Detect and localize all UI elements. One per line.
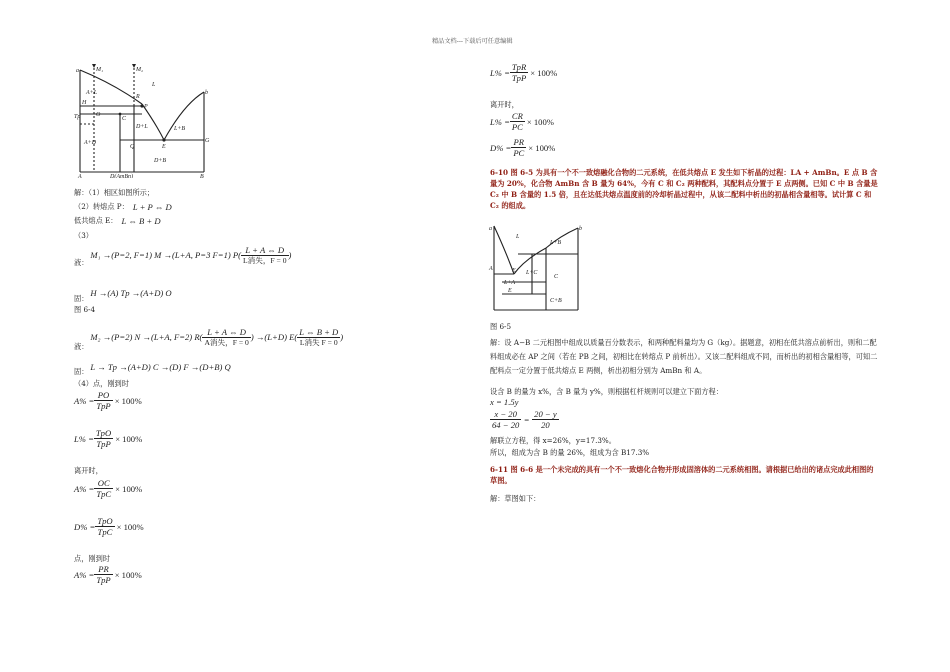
solid-label: 固： xyxy=(74,294,89,303)
eq-den: PC xyxy=(511,122,523,132)
m1-close-paren: ) xyxy=(288,250,292,260)
svg-text:A: A xyxy=(78,174,82,178)
item2-equation: L + P ⇔ D xyxy=(132,202,172,212)
svg-text:a: a xyxy=(76,68,79,74)
phase-diagram-6-5 xyxy=(488,222,584,314)
svg-text:L+A: L+A xyxy=(504,280,516,286)
svg-text:H: H xyxy=(82,100,87,106)
eq-den: TpP xyxy=(511,73,527,83)
eq-num: PO xyxy=(94,390,112,401)
item4-label: （4）点，刚到时 xyxy=(74,379,129,388)
eq-a-percent-1 xyxy=(74,390,142,411)
eq-den: TpC xyxy=(97,527,113,537)
eq-num: TpO xyxy=(95,428,112,438)
eq-lhs: A% = xyxy=(74,569,95,580)
item2-label: （2）转熔点 P： xyxy=(74,202,129,211)
eq-lever-rule xyxy=(490,409,559,430)
eq-num: CR xyxy=(511,111,523,121)
svg-text:Q: Q xyxy=(130,144,135,150)
m2-brace-bottom: A消失，F = 0 xyxy=(204,337,249,347)
svg-text:C: C xyxy=(122,116,127,122)
eq-num: TpR xyxy=(511,62,527,72)
eq-l-percent-top xyxy=(490,62,557,83)
item3-label: （3） xyxy=(74,231,93,240)
eq-num: OC xyxy=(94,478,113,489)
eq-den: TpP xyxy=(96,439,111,449)
eq-lhs: A% = xyxy=(74,483,95,494)
svg-text:R: R xyxy=(136,94,140,100)
eq-d-percent-2 xyxy=(74,516,144,537)
eq-x-relation: x = 1.5y xyxy=(490,397,519,407)
eq-num: PR xyxy=(94,564,112,575)
m1-liquid-path xyxy=(74,242,291,268)
m2-brace2-top: L ⇔ B + D xyxy=(299,326,339,337)
svg-text:B: B xyxy=(200,174,204,178)
liquid-label-2: 液： xyxy=(74,342,89,351)
solution-6-10: 解：设 A−B 二元相图中组成以质量百分数表示，和两种配料量均为 G（kg）。据题意，初相在低共溶点前析出，则和二配料组成必在 AP 之间（若在 PB 之间，初相比在转熔点 P 前析出）。又该二配料组成不同，而析出的初相含量相等，可知二配料点一定分置于低共熔点 E 两侧，析出初相分别为 AmBn 和 A。 xyxy=(490,338,878,375)
svg-text:b: b xyxy=(579,226,582,232)
m2-brace2-bottom: L消失 F = 0 xyxy=(299,337,338,347)
lever-num2: 20 − y xyxy=(534,409,557,419)
eq-l-percent-cr xyxy=(490,111,554,132)
eq-lhs: L% = xyxy=(74,433,94,444)
figure-6-4 xyxy=(74,64,212,178)
eq-den: PC xyxy=(513,148,525,158)
m1-brace-top: L + A ⇔ D xyxy=(241,245,289,256)
solve-line: 解联立方程，得 x=26%，y=17.3%。 xyxy=(490,436,616,445)
svg-text:G: G xyxy=(205,138,210,144)
eq-num: PR xyxy=(511,137,526,148)
eq-a-percent-2 xyxy=(74,478,142,499)
liquid-label: 液： xyxy=(74,258,89,267)
svg-text:E: E xyxy=(512,268,516,274)
lever-num1: x − 20 xyxy=(490,409,521,420)
fig-ref-6-4: 图 6-4 xyxy=(74,305,96,314)
m2-brace-top: L + A ⇔ D xyxy=(202,327,250,338)
m2-close-paren: ) xyxy=(340,332,344,342)
eq-unit: × 100% xyxy=(115,483,143,494)
h-solid-path xyxy=(74,282,172,304)
m2-brace xyxy=(202,327,250,348)
eq-unit: × 100% xyxy=(116,521,144,532)
eq-unit: × 100% xyxy=(528,142,556,153)
leave-label-right: 离开时， xyxy=(490,100,519,109)
set-variables: 设含 B 的量为 x%，含 B 量为 y%，则根据杠杆规则可以建立下面方程： xyxy=(490,387,723,396)
result-line: 所以，组成为含 B 的量 26%，组成为含 B17.3% xyxy=(490,448,650,457)
eq-den: TpC xyxy=(96,489,112,499)
eq-lhs: D% = xyxy=(74,521,96,532)
svg-text:Tp: Tp xyxy=(74,114,81,120)
eutectic-label: 低共熔点 E： xyxy=(74,216,118,225)
h-path: H →(A) Tp →(A+D) O xyxy=(90,288,172,298)
svg-text:L+B: L+B xyxy=(550,240,562,246)
svg-text:A+D: A+D xyxy=(84,140,97,146)
lever-equals: = xyxy=(524,414,530,425)
svg-text:L: L xyxy=(152,82,156,88)
svg-text:D+B: D+B xyxy=(154,158,167,164)
svg-text:a: a xyxy=(489,226,492,232)
problem-6-11: 6-11 图 6-6 是一个未完成的具有一个不一致熔化合物并形成固溶体的二元系统相图。请根据已给出的诸点完成此相图的草图。 xyxy=(490,465,874,485)
fig-ref-6-5: 图 6-5 xyxy=(490,322,512,331)
svg-text:A: A xyxy=(489,266,493,272)
solution-6-11: 解：草图如下： xyxy=(490,494,541,503)
m2-path2: ) →(L+D) E( xyxy=(250,332,298,342)
solid-path2: L → Tp →(A+D) C →(D) F →(D+B) Q xyxy=(90,362,231,372)
phase-diagram-6-4 xyxy=(74,64,212,178)
svg-text:M₁: M₁ xyxy=(96,67,104,73)
svg-text:P: P xyxy=(144,104,148,110)
eq-unit: × 100% xyxy=(114,395,142,406)
svg-text:C+B: C+B xyxy=(550,298,562,304)
eq-lhs: D% = xyxy=(490,142,512,153)
svg-text:D(AmBn): D(AmBn) xyxy=(110,174,133,178)
arrive-label: 点，刚到时 xyxy=(74,554,110,563)
svg-text:L: L xyxy=(516,234,520,240)
figure-6-5 xyxy=(488,222,584,314)
eutectic-equation: L ⇔ B + D xyxy=(121,216,161,226)
eq-unit: × 100% xyxy=(526,116,554,127)
solution-intro: 解：（1）相区如图所示； xyxy=(74,188,155,197)
eq-a-percent-3 xyxy=(74,564,142,585)
page-header: 精品文档---下载后可任意编辑 xyxy=(432,38,513,45)
m1-path: M₁ →(P=2, F=1) M →(L+A, P=3 F=1) P( xyxy=(90,250,241,260)
eq-den: TpP xyxy=(96,575,111,585)
leave-label-left: 离开时， xyxy=(74,466,103,475)
svg-text:E: E xyxy=(162,144,166,150)
svg-text:O: O xyxy=(96,112,101,118)
svg-text:E: E xyxy=(508,288,512,294)
m1-brace xyxy=(241,245,289,266)
m2-brace2 xyxy=(297,327,340,348)
svg-text:b: b xyxy=(205,90,208,96)
m1-brace-bottom: L消失，F = 0 xyxy=(243,255,287,265)
svg-text:C: C xyxy=(554,274,559,280)
m2-solid-path xyxy=(74,357,231,377)
problem-6-10: 6-10 图 6-5 为具有一个不一致熔融化合物的二元系统，在低共熔点 E 发生如下析晶的过程：LA + AmBn。E 点 B 含量为 20%，化合物 AmBn 含 B 量为 64%，今有 C 和 C₂ 两种配料，其配料点分置于 E 点两侧。已知 C 中 B 含量是 C₂ 中 B 含量的 1.5 倍，且在达低共熔点温度前的冷却析晶过程中，从该二配料中析出的初晶相含量相等。试计算 C 和 C₂ 的组成。 xyxy=(490,168,878,210)
m2-path: M₂ →(P=2) N →(L+A, F=2) R( xyxy=(90,332,203,342)
eq-d-percent-pr xyxy=(490,137,555,158)
eq-lhs: L% = xyxy=(490,67,510,78)
eq-l-percent-1 xyxy=(74,428,142,449)
m2-liquid-path xyxy=(74,322,343,352)
lever-den1: 64 − 20 xyxy=(492,420,520,430)
eq-unit: × 100% xyxy=(115,433,143,444)
svg-text:A+L: A+L xyxy=(86,90,98,96)
eq-den: TpP xyxy=(96,401,111,411)
svg-text:M₂: M₂ xyxy=(136,67,144,73)
svg-text:L+B: L+B xyxy=(174,126,186,132)
svg-text:D+L: D+L xyxy=(136,124,148,130)
eq-unit: × 100% xyxy=(530,67,558,78)
eq-num: TpO xyxy=(97,516,113,526)
eq-unit: × 100% xyxy=(114,569,142,580)
svg-text:L+C: L+C xyxy=(526,270,538,276)
eq-lhs: L% = xyxy=(490,116,510,127)
solid-label-2: 固： xyxy=(74,367,89,376)
eq-lhs: A% = xyxy=(74,395,95,406)
lever-den2: 20 xyxy=(541,420,550,430)
